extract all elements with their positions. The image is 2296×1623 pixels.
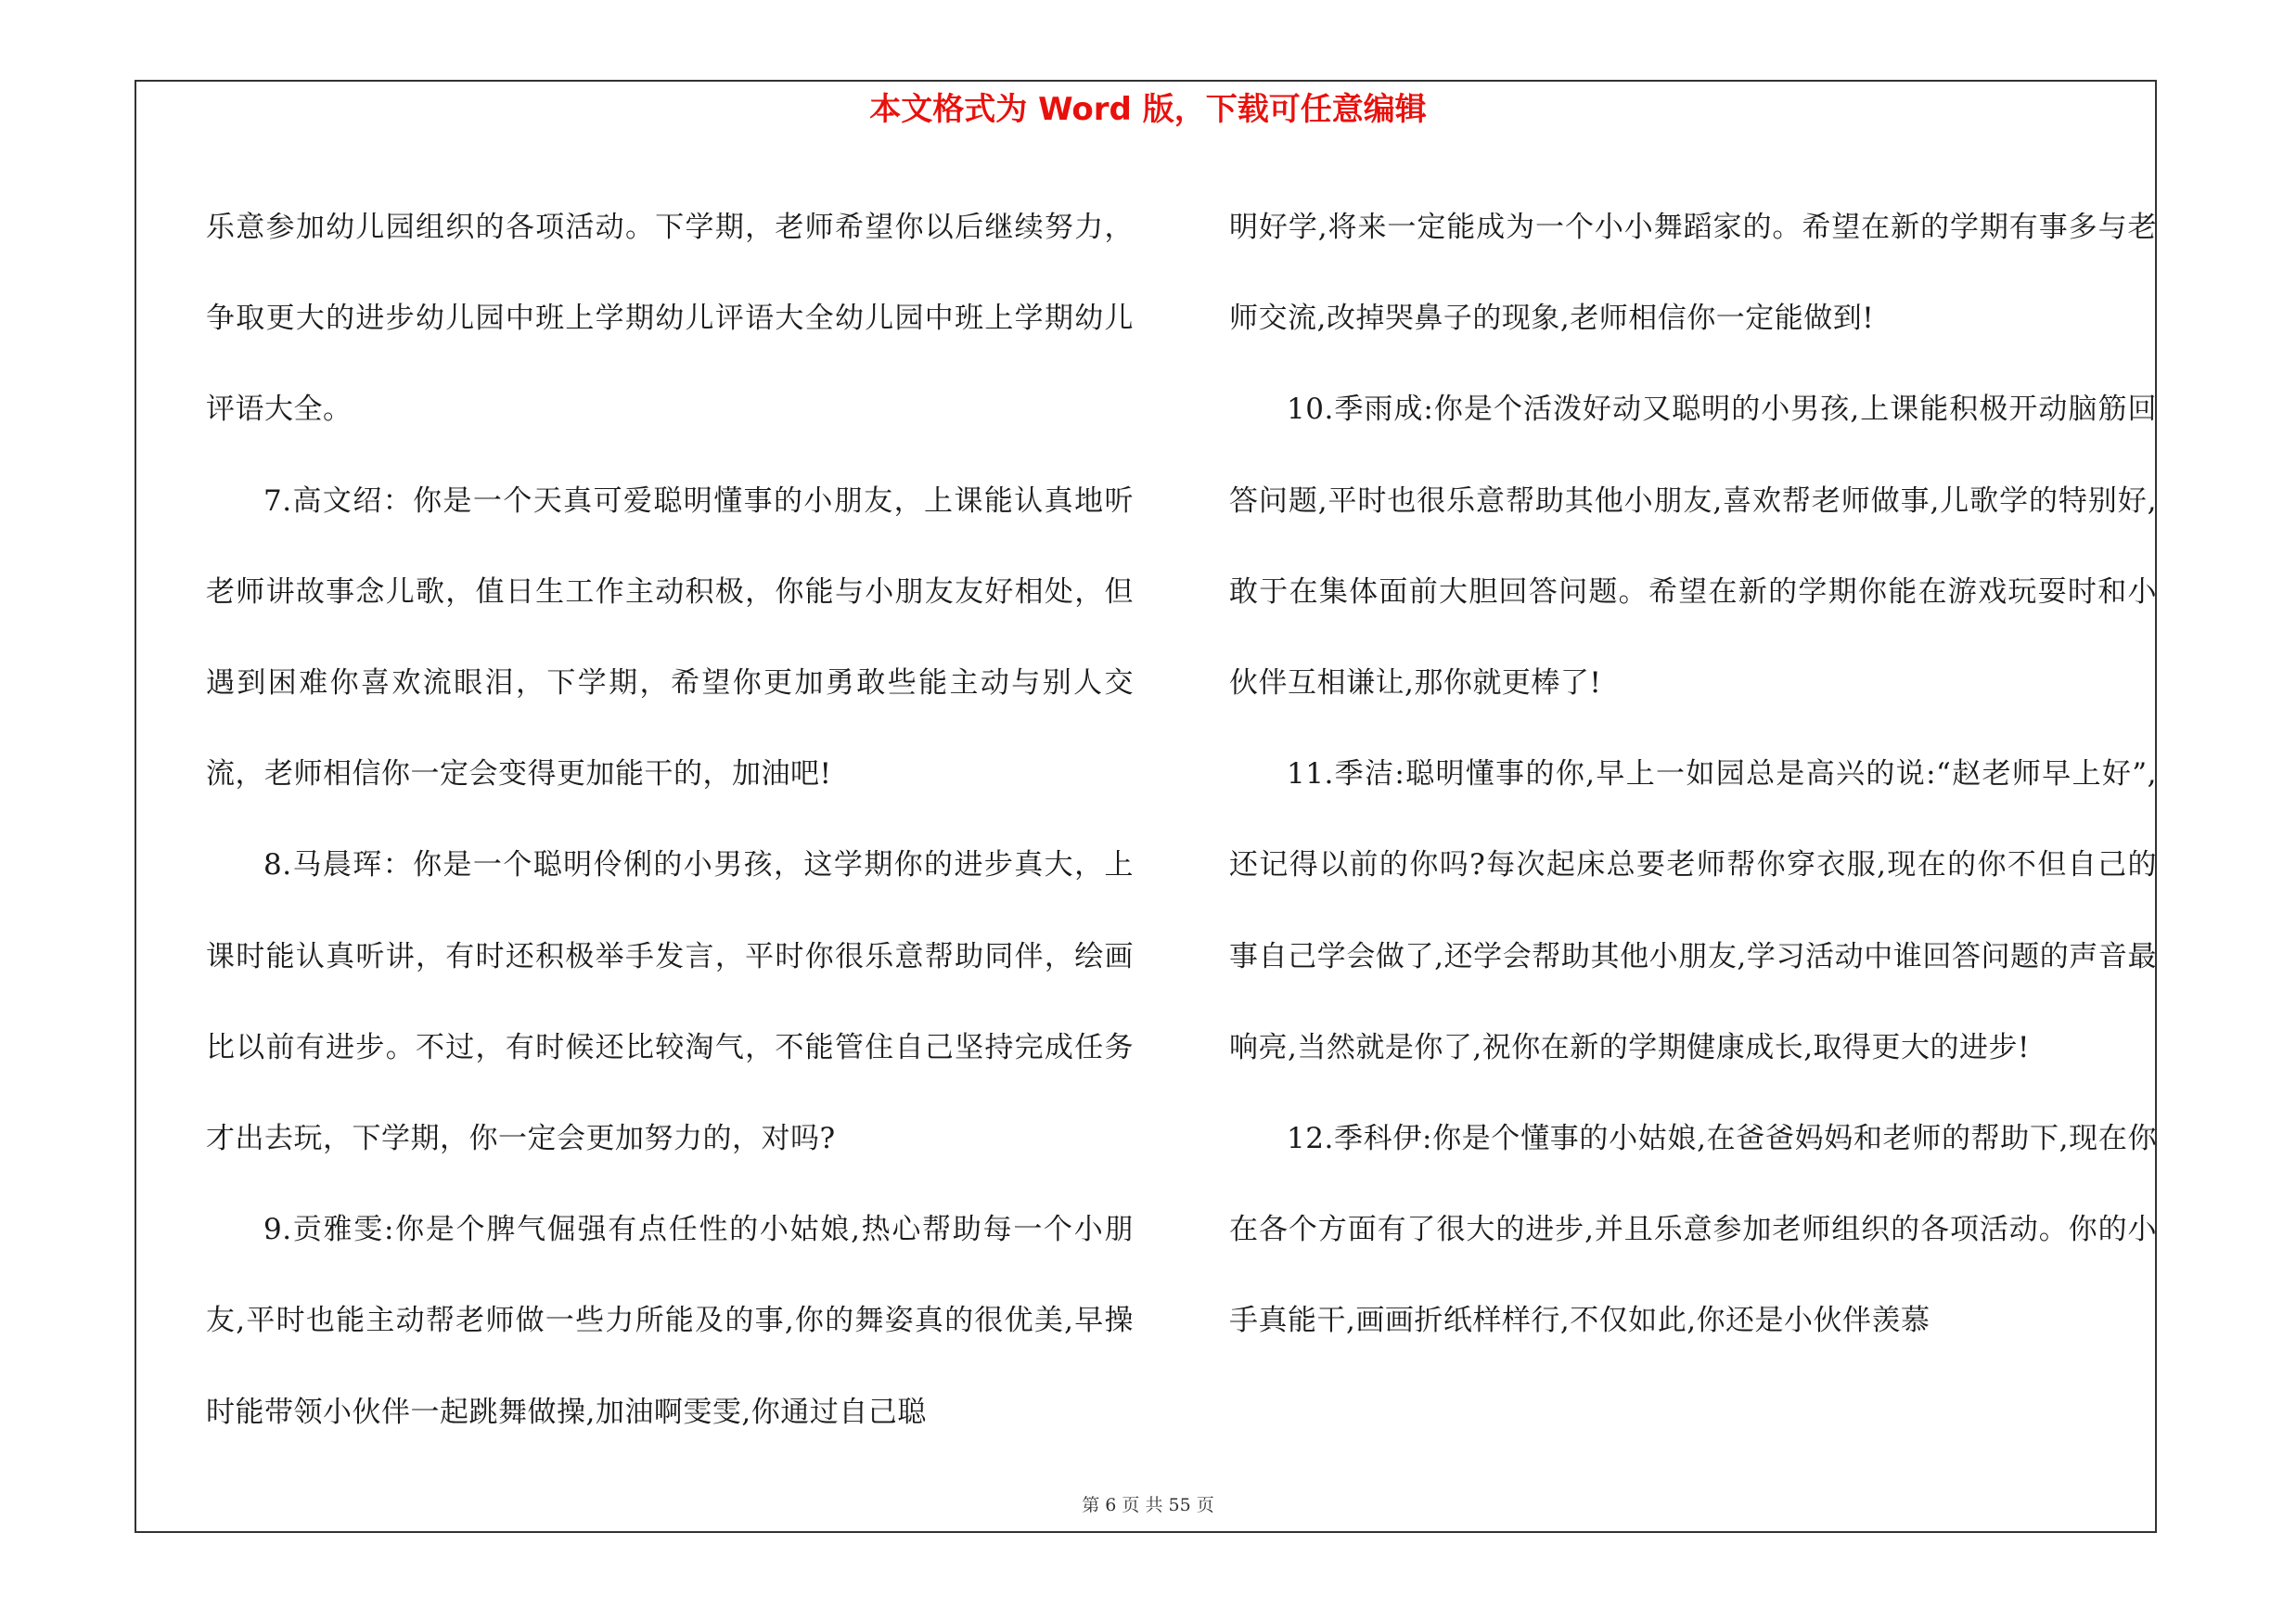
page-number: 第 6 页 共 55 页: [1082, 1495, 1214, 1515]
left-column: [206, 182, 1134, 1458]
paragraph: 乐意参加幼儿园组织的各项活动。下学期，老师希望你以后继续努力，争取更大的进步幼儿园中班上学期幼儿评语大全幼儿园中班上学期幼儿评语大全。: [206, 211, 1134, 427]
paragraph: 12.季科伊:你是个懂事的小姑娘,在爸爸妈妈和老师的帮助下,现在你在各个方面有了很大的进步,并且乐意参加老师组织的各项活动。你的小手真能干,画画折纸样样行,不仅如此,你还是小伙伴羡慕: [1229, 1122, 2157, 1338]
paragraph: 7.高文绍：你是一个天真可爱聪明懂事的小朋友，上课能认真地听老师讲故事念儿歌，值日生工作主动积极，你能与小朋友友好相处，但遇到困难你喜欢流眼泪，下学期，希望你更加勇敢些能主动与别人交流，老师相信你一定会变得更加能干的，加油吧!: [206, 483, 1134, 792]
paragraph: 10.季雨成:你是个活泼好动又聪明的小男孩,上课能积极开动脑筋回答问题,平时也很乐意帮助其他小朋友,喜欢帮老师做事,儿歌学的特别好,敢于在集体面前大胆回答问题。希望在新的学期你能在游戏玩耍时和小伙伴互相谦让,那你就更棒了!: [1229, 393, 2157, 701]
right-column: [1229, 182, 2157, 1367]
paragraph: 8.马晨珲：你是一个聪明伶俐的小男孩，这学期你的进步真大，上课时能认真听讲，有时还积极举手发言，平时你很乐意帮助同伴，绘画比以前有进步。不过，有时候还比较淘气，不能管住自己坚持完成任务才出去玩，下学期，你一定会更加努力的，对吗?: [206, 848, 1134, 1156]
paragraph: 9.贡雅雯:你是个脾气倔强有点任性的小姑娘,热心帮助每一个小朋友,平时也能主动帮老师做一些力所能及的事,你的舞姿真的很优美,早操时能带领小伙伴一起跳舞做操,加油啊雯雯,你通过自己聪: [206, 1213, 1134, 1429]
format-banner: 本文格式为 Word 版，下载可任意编辑: [869, 91, 1427, 128]
paragraph: 11.季洁:聪明懂事的你,早上一如园总是高兴的说:“赵老师早上好”,还记得以前的你吗?每次起床总要老师帮你穿衣服,现在的你不但自己的事自己学会做了,还学会帮助其他小朋友,学习活动中谁回答问题的声音最响亮,当然就是你了,祝你在新的学期健康成长,取得更大的进步!: [1229, 757, 2157, 1064]
paragraph: 明好学,将来一定能成为一个小小舞蹈家的。希望在新的学期有事多与老师交流,改掉哭鼻子的现象,老师相信你一定能做到!: [1229, 211, 2157, 336]
